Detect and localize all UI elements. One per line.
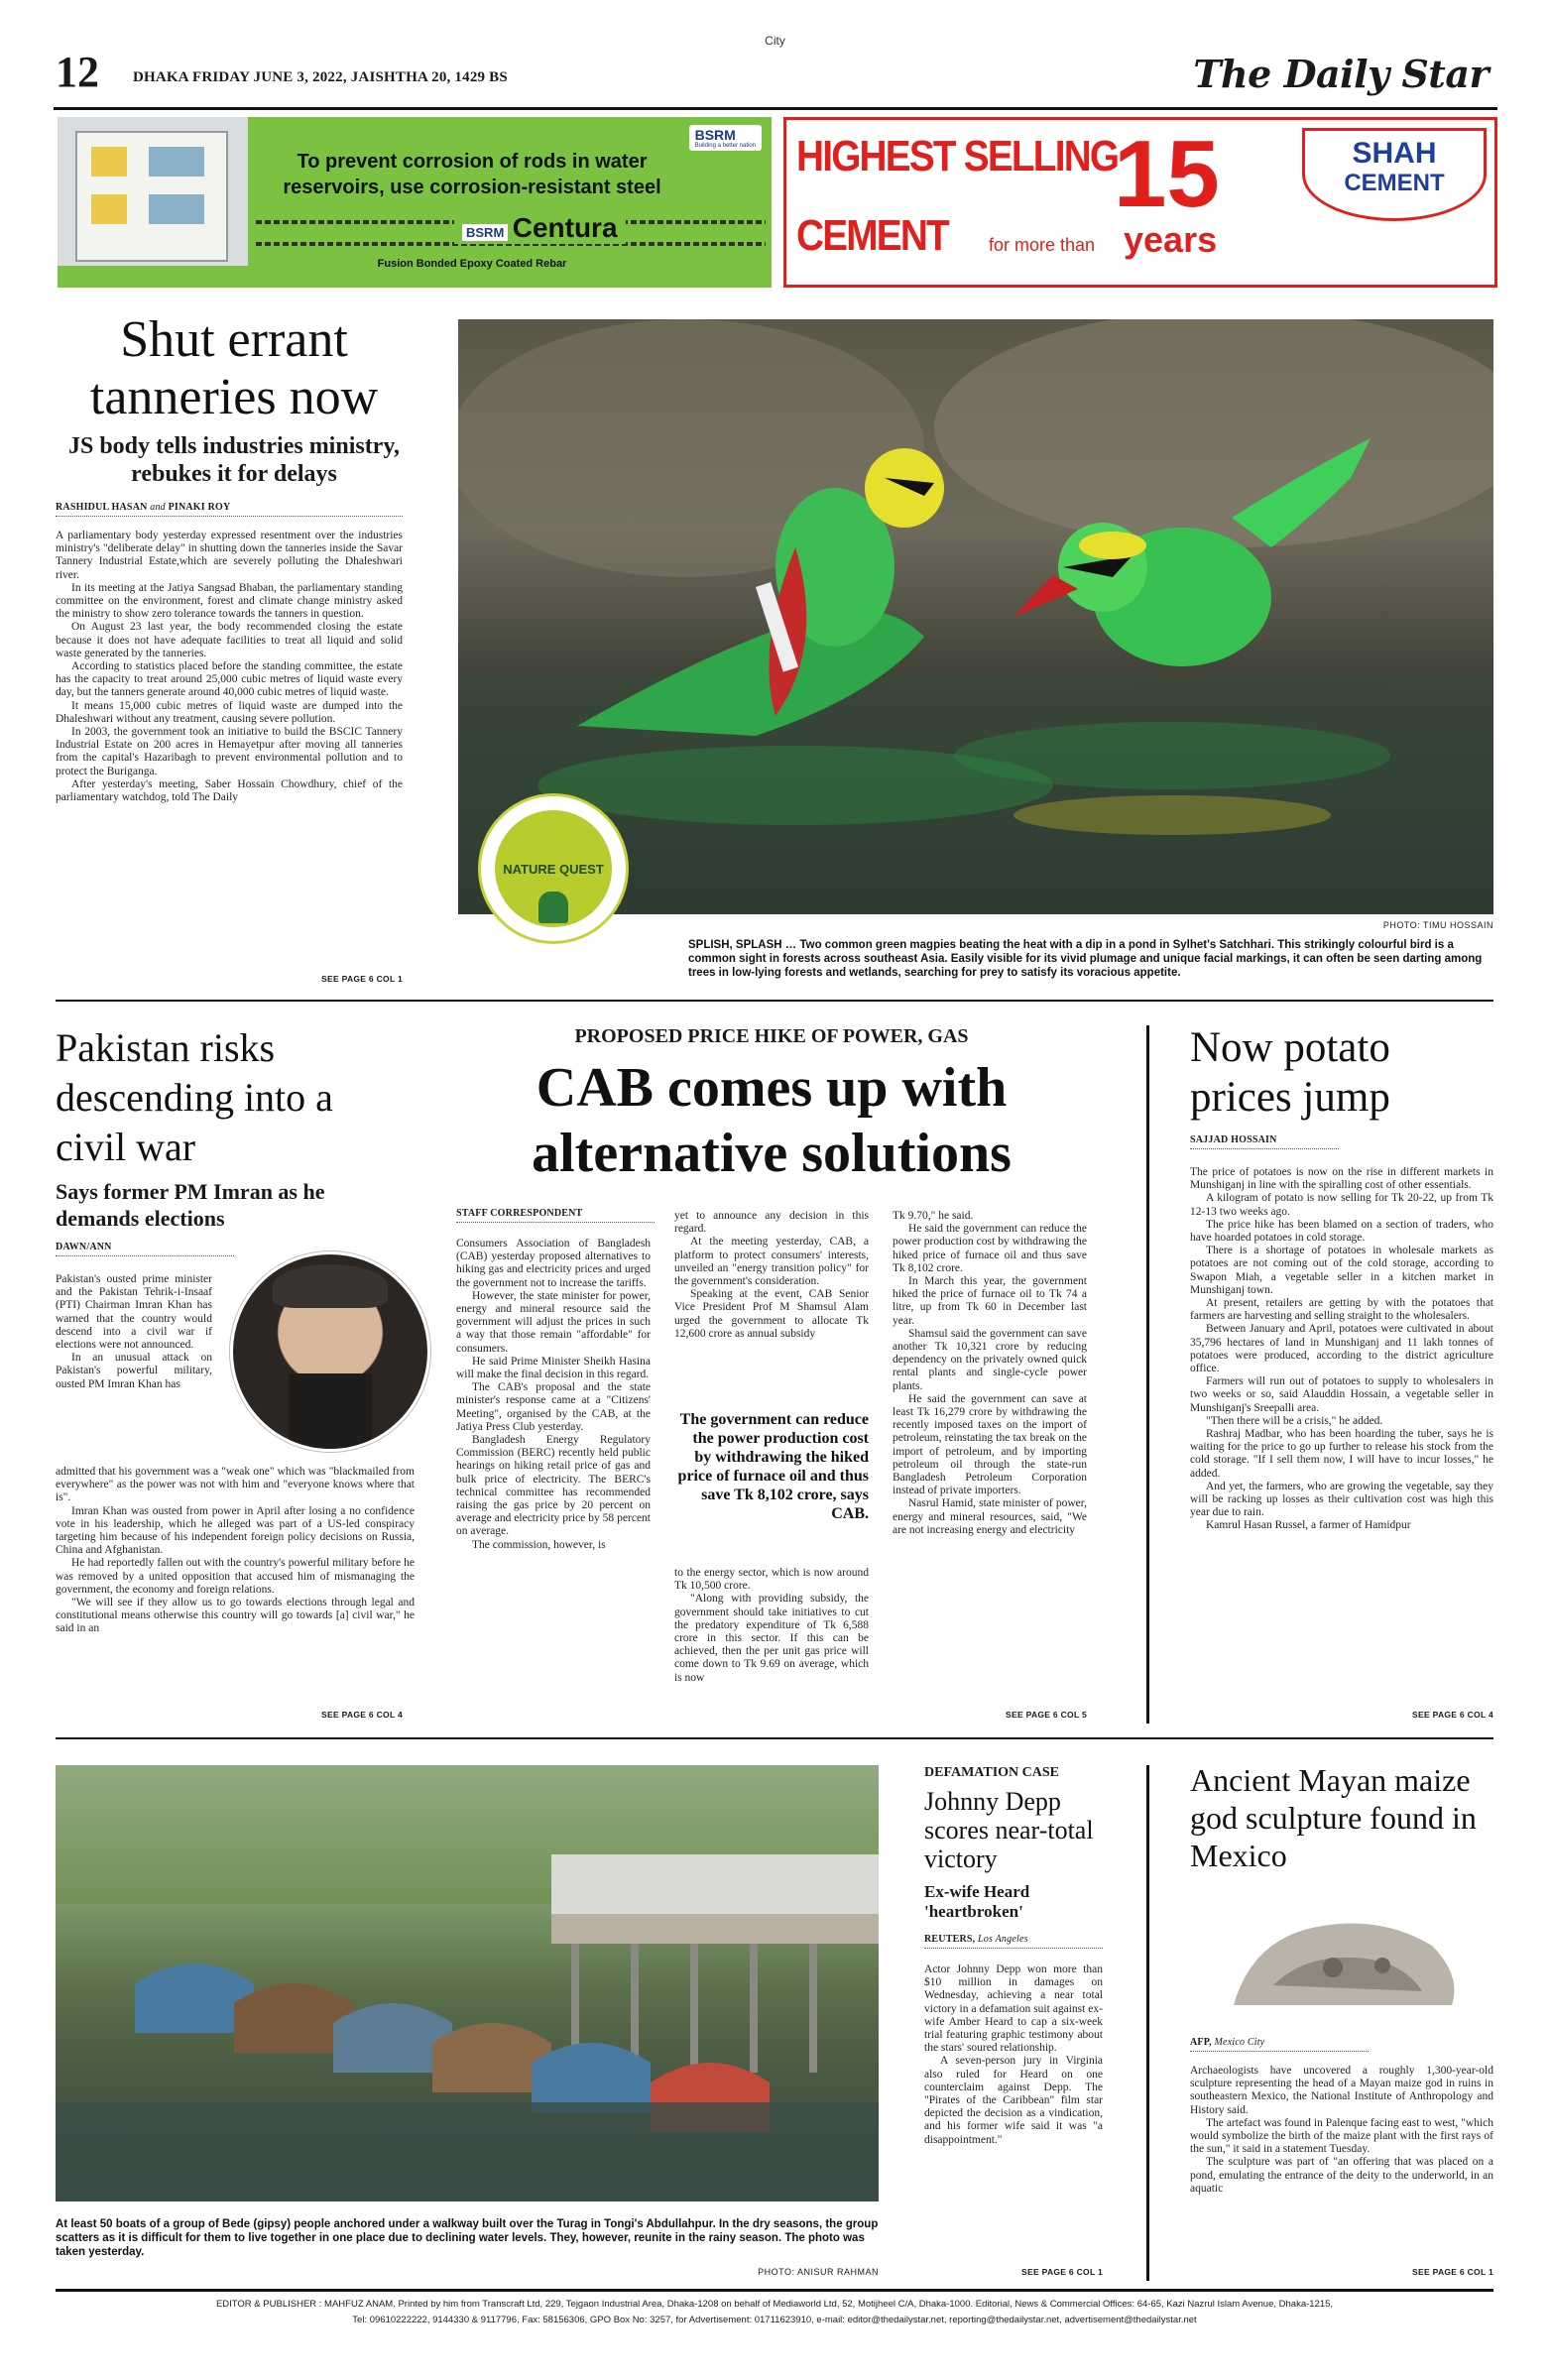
byline-place: Mexico City [1214,2037,1265,2048]
paragraph: A seven-person jury in Virginia also ruled for Heard on one counterclaim against Depp. The "Pirates of the Caribbean" film star depicted the decision as a vindication, and his former wife said it was "a disappointment." [924,2055,1103,2146]
paragraph: The price hike has been blamed on a section of traders, who have hoarded potatoes in cold storage. [1190,1218,1493,1245]
boats-caption: At least 50 boats of a group of Bede (gipsy) people anchored under a walkway built over the Turag in Tongi's Abdullahpur. In the dry seasons, the group scatters as it is difficult for them to live together in one place due to declining water levels. They, however, reunite in the rainy season. The photo was taken yesterday. [56,2218,879,2258]
pakistan-subhead: Says former PM Imran as he demands elections [56,1179,325,1231]
centura-name: Centura [512,212,618,243]
cab-byline: STAFF CORRESPONDENT [456,1208,655,1223]
paragraph: Farmers will run out of potatoes to supply to wholesalers in two weeks or so, said Alauddin Hossain, a vegetable seller in Munshiganj's Sreepalli area. [1190,1375,1493,1414]
paragraph: And yet, the farmers, who are growing the vegetable, say they will be racking up losses as their cultivation cost was high this year due to rain. [1190,1480,1493,1519]
paragraph: The artefact was found in Palenque facing east to west, "which would symbolize the birth of the maize plant with the first rays of the sun," it said in a statement Tuesday. [1190,2116,1493,2156]
byline-and: and [150,502,166,513]
paragraph: At present, retailers are getting by with the potatoes that farmers are harvesting and selling straight to the wholesalers. [1190,1297,1493,1323]
mayan-sculpture-photo [1214,1896,1470,2023]
nature-quest-label: NATURE QUEST [503,862,604,877]
cab-col1 [456,1238,651,1552]
nature-quest-badge [478,793,629,944]
paragraph: In March this year, the government hiked the price of furnace oil to Tk 74 a litre, up from Tk 60 in December last year. [893,1275,1087,1327]
paragraph: Kamrul Hasan Russel, a farmer of Hamidpur [1206,1519,1411,1532]
centura-subline: Fusion Bonded Epoxy Coated Rebar [377,258,567,270]
paragraph: After yesterday's meeting, Saber Hossain Chowdhury, chief of the parliamentary watchdog, told The Daily [56,777,403,804]
shah-number: 15 [1114,121,1220,227]
paragraph: At the meeting yesterday, CAB, a platform to protect consumers' interests, unveiled an "energy transition policy" for the government's consideration. [674,1236,869,1288]
building-illustration [58,117,248,288]
cab-pullquote: The government can reduce the power production cost by withdrawing the hiked price of furnace oil and thus save Tk 8,102 crore, says CAB. [677,1411,869,1522]
see-page-link[interactable]: SEE PAGE 6 COL 5 [1006,1710,1087,1720]
paragraph: The price of potatoes is now on the rise in different markets in Munshiganj in line with the spiralling cost of other essentials. [1190,1166,1493,1192]
paragraph: In its meeting at the Jatiya Sangsad Bhaban, the parliamentary standing committee on the environment, forest and climate change ministry asked the ministry to show zero tolerance towards the tanners in question. [56,581,403,621]
header-rule [54,107,1497,110]
byline-agency: REUTERS, [924,1934,976,1945]
paragraph: A kilogram of potato is now selling for Tk 20-22, up from Tk 12-13 two weeks ago. [1190,1192,1493,1218]
paragraph: On August 23 last year, the body recommended closing the estate because it does not have adequate facilities to treat all liquid and solid waste generated by the tanneries. [56,621,403,659]
depp-body [924,1964,1103,2147]
masthead-logo: The Daily Star [1193,52,1489,96]
paragraph: Rashraj Madbar, who has been hoarding the tuber, says he is waiting for the price to go up further to release his stock from the cold storage. "If I sell them now, I will have to incur losses," he added. [1190,1428,1493,1480]
pakistan-headline[interactable]: Pakistan risks descending into a civil war [56,1025,333,1169]
tanneries-byline [56,502,403,517]
bsrm-ad[interactable] [58,117,772,288]
tanneries-headline[interactable]: Shut errant tanneries now [89,311,379,425]
paragraph: It means 15,000 cubic metres of liquid waste are dumped into the Dhaleshwari without any treatment, causing severe pollution. [56,699,403,725]
paragraph: admitted that his government was a "weak one" which was "blackmailed from everywhere" as the power was not with him and "everyone knows where that is". [56,1466,415,1504]
paragraph: Between January and April, potatoes were cultivated in about 35,796 hectares of land in Munshiganj and 11 lakh tonnes of potatoes were produced, according to the district agriculture office. [1190,1323,1493,1375]
paragraph: According to statistics placed before the standing committee, the estate has the capacity to treat around 25,000 cubic metres of liquid waste every day, but the tanners generate around 40,000 cubic metres of liquid waste. [56,660,403,699]
mayan-body [1190,2065,1493,2196]
shah-years: years [1124,219,1218,260]
depp-headline[interactable]: Johnny Depp scores near-total victory [924,1787,1094,1873]
centura-brand: BSRM [462,224,508,241]
imprint-line-2: Tel: 09610222222, 9144330 & 9117796, Fax: 58156306, GPO Box No: 3257, for Advertisement: 01711623910, e-mail: editor@thedailystar.net, reporting@thedailystar.net, advertisement@thedailystar.net [352,2315,1197,2325]
paragraph: Shamsul said the government can save another Tk 10,321 crore by reducing dependency on the privately owned quick rental plants and single-cycle power plants. [893,1327,1087,1392]
paragraph: Bangladesh Energy Regulatory Commission (BERC) recently held public hearings on hiking retail price of gas and bulk price of electricity. The BERC's technical committee has recommended raising the gas price by 20 percent on average and electricity price by 58 percent on average. [456,1434,651,1538]
photo-credit: PHOTO: TIMU HOSSAIN [1382,920,1493,930]
paragraph: The CAB's proposal and the state minister's response came at a "Citizens' Meeting", organised by the CAB, at the Jatiya Press Club yesterday. [456,1381,651,1433]
bsrm-tagline: Building a better nation [694,143,756,149]
paragraph: Consumers Association of Bangladesh (CAB) yesterday proposed alternatives to hiking gas and electricity prices and urged the government not to increase the tariffs. [456,1238,651,1289]
byline-agency: AFP, [1190,2037,1212,2048]
mayan-byline [1190,2037,1369,2052]
column-divider [1146,1025,1149,1724]
sculpture-image [1214,1896,1470,2023]
shah-logo-line2: CEMENT [1344,170,1445,196]
page-number: 12 [56,48,99,96]
byline-author-a: RASHIDUL HASAN [56,502,148,513]
paragraph: He said the government can save at least Tk 16,279 crore by withdrawing the recently imposed taxes on the import of petroleum, reinstating the tax break on the import of petroleum, and by importing petroleum oil through the state-run Bangladesh Petroleum Corporation instead of private importers. [893,1392,1087,1497]
depp-byline [924,1934,1103,1949]
bsrm-headline: To prevent corrosion of rods in water reservoirs, use corrosion-resistant steel [283,151,661,198]
photo-credit: PHOTO: ANISUR RAHMAN [758,2267,879,2277]
tanneries-subhead: JS body tells industries ministry, rebukes it for delays [67,433,401,487]
see-page-link[interactable]: SEE PAGE 6 COL 1 [1021,2267,1103,2277]
pakistan-wrap-text [56,1273,212,1391]
tanneries-body [56,530,403,804]
shah-line2: CEMENT [796,211,948,260]
cab-col2-top [674,1210,869,1341]
depp-subhead: Ex-wife Heard 'heartbroken' [924,1882,1030,1921]
dateline: DHAKA FRIDAY JUNE 3, 2022, JAISHTHA 20, 1429 BS [133,69,508,85]
shah-logo [1302,128,1487,221]
byline-author-b: PINAKI ROY [168,502,231,513]
paragraph: Speaking at the event, CAB Senior Vice President Prof M Shamsul Alam urged the government to allocate Tk 12,600 crore as annual subsidy [674,1288,869,1340]
cab-col2-bottom [674,1567,869,1685]
shah-line1: HIGHEST SELLING [796,132,1119,180]
paragraph: However, the state minister for power, energy and mineral resource said the government will adjust the prices in such a way that those remain "affordable" for consumers. [456,1289,651,1355]
paragraph: Actor Johnny Depp won more than $10 million in damages on Wednesday, achieving a near total victory in a defamation suit against ex-wife Amber Heard to cap a six-week trial featuring graphic testimony about the stars' soured relationship. [924,1964,1103,2055]
see-page-link[interactable]: SEE PAGE 6 COL 1 [1412,2267,1493,2277]
potato-body [1190,1166,1493,1533]
see-page-link[interactable]: SEE PAGE 6 COL 4 [321,1710,403,1720]
section-rule [56,1000,1493,1002]
paragraph: A parliamentary body yesterday expressed resentment over the industries ministry's "deliberate delay" in shutting down the tanneries inside the Savar Tannery Industrial Estate,which are severely polluting the Dhaleshwari river. [56,530,403,581]
shah-for-more: for more than [989,235,1096,255]
magpie-caption: SPLISH, SPLASH … Two common green magpies beating the heat with a dip in a pond in Sylhet's Satchhari. This strikingly colourful bird is a common sight in forests across southeast Asia. Easily visible for its vivid plumage and unique facial markings, it can often be seen darting among trees in low-lying forests and wetlands, searching for prey to satisfy its voracious appetite. [688,939,1483,979]
paragraph: He said Prime Minister Sheikh Hasina will make the final decision in this regard. [456,1355,651,1381]
bsrm-logo [689,125,762,151]
shah-cement-ad[interactable] [783,117,1497,288]
imran-khan-portrait [230,1251,430,1452]
paragraph: "Along with providing subsidy, the government should take initiatives to cut the predatory expenditure of Tk 6,588 crore in this sector. If this can be achieved, then the per unit gas price will come down to Tk 9.69 on average, which is now [674,1593,869,1684]
see-page-link[interactable]: SEE PAGE 6 COL 1 [321,974,403,984]
potato-headline[interactable]: Now potato prices jump [1190,1024,1390,1121]
mayan-headline[interactable]: Ancient Mayan maize god sculpture found in Mexico [1190,1762,1477,1873]
paragraph: Pakistan's ousted prime minister and the Pakistan Tehrik-i-Insaaf (PTI) Chairman Imran Khan has warned that the country would descend into a civil war if elections were not announced. [56,1273,212,1352]
cab-kicker: PROPOSED PRICE HIKE OF POWER, GAS [574,1025,969,1047]
paragraph: He said the government can reduce the power production cost by withdrawing the hiked price of furnace oil and thus save Tk 8,102 crore. [893,1223,1087,1274]
section-label: City [765,34,785,48]
section-rule [56,1737,1493,1739]
paragraph: Tk 9.70," he said. [893,1210,974,1222]
paragraph: In 2003, the government took an initiative to build the BSCIC Tannery Industrial Estate on 200 acres in Hemayetpur after moving all tanneries from the capital's Hazaribagh to prevent environmental pollution and to protect the Buriganga. [56,726,403,777]
paragraph: "We will see if they allow us to go towards elections through legal and constitutional means otherwise this country will go towards [a] civil war," he said in an [56,1597,415,1635]
paragraph: Nasrul Hamid, state minister of power, energy and mineral resources, said, "We are not increasing energy and electricity [893,1497,1087,1536]
centura-logo [454,212,626,244]
footer-rule [56,2289,1493,2292]
paragraph: Imran Khan was ousted from power in April after losing a no confidence vote in his leadership, which he alleged was part of a US-led conspiracy targeting him because of his independent foreign policy decisions on Russia, China and Afghanistan. [56,1504,415,1557]
bede-boats-photo [56,1765,879,2202]
paragraph: Archaeologists have uncovered a roughly 1,300-year-old sculpture representing the head of a Mayan maize god in ruins in southeastern Mexico, the National Institute of Anthropology and History said. [1190,2065,1493,2116]
paragraph: In an unusual attack on Pakistan's powerful military, ousted PM Imran Khan has [56,1352,212,1390]
column-divider [1146,1765,1149,2281]
paragraph: to the energy sector, which is now around Tk 10,500 crore. [674,1567,869,1593]
pakistan-byline: DAWN/ANN [56,1242,234,1256]
paragraph: "Then there will be a crisis," he added. [1206,1414,1383,1427]
tree-icon [538,892,568,923]
see-page-link[interactable]: SEE PAGE 6 COL 4 [1412,1710,1493,1720]
paragraph: yet to announce any decision in this regard. [674,1210,869,1236]
paragraph: The commission, however, is [472,1538,606,1551]
shah-logo-line1: SHAH [1352,137,1437,170]
paragraph: There is a shortage of potatoes in wholesale markets as potatoes are not coming out of the cold storage, according to Swapon Miah, a vegetable seller in a kitchen market in Munshiganj town. [1190,1245,1493,1296]
byline-place: Los Angeles [978,1934,1028,1945]
boats-scene [56,1765,879,2202]
imprint-line-1: EDITOR & PUBLISHER : MAHFUZ ANAM. Printed by him from Transcraft Ltd, 229, Tejgaon Industrial Area, Dhaka-1208 on behalf of Mediaworld Ltd, 52, Motijheel C/A, Dhaka-1000. Editorial, News & Commercial Offices: 64-65, Kazi Nazrul Islam Avenue, Dhaka-1215, [215,2299,1334,2310]
pakistan-body [56,1466,415,1636]
cab-headline[interactable]: CAB comes up with alternative solutions [532,1057,1012,1184]
potato-byline: SAJJAD HOSSAIN [1190,1134,1339,1149]
bsrm-brand: BSRM [694,127,736,143]
cab-col3 [893,1210,1087,1537]
paragraph: The sculpture was part of "an offering that was placed on a pond, emulating the entrance of the deity to the underworld, in an aquatic [1190,2156,1493,2195]
depp-kicker: DEFAMATION CASE [924,1765,1059,1780]
paragraph: He had reportedly fallen out with the country's powerful military before he was removed by a united opposition that accused him of mismanaging the government, the economy and foreign relations. [56,1557,415,1596]
